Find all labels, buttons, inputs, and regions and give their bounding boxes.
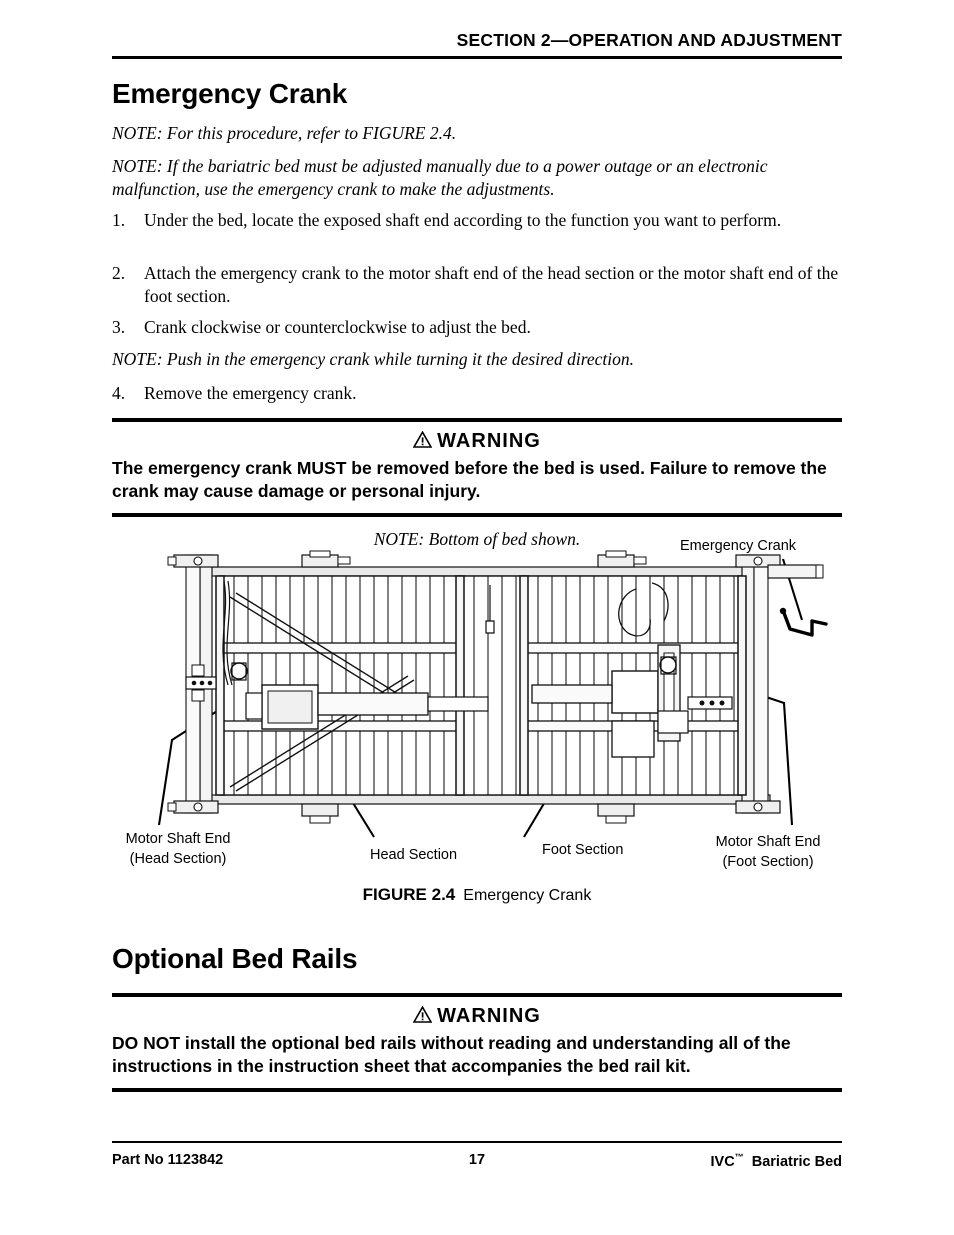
warning-text: The emergency crank MUST be removed before the bed is used. Failure to remove the crank may cause damage or personal injury.: [112, 458, 827, 501]
figure-caption: [112, 885, 842, 905]
bed-frame: [168, 551, 823, 823]
step-2-text: Attach the emergency crank to the motor shaft end of the head section or the motor shaft end of the foot section.: [144, 263, 839, 306]
trademark-icon: ™: [734, 1152, 744, 1162]
step-4-number: 4.: [112, 383, 126, 403]
warning-text-2: DO NOT install the optional bed rails without reading and understanding all of the instructions in the instruction sheet that accompanies the bed rail kit.: [112, 1033, 791, 1076]
emergency-crank-illustration: [784, 613, 826, 635]
note-push-in-crank: NOTE: Push in the emergency crank while turning it the desired direction.: [112, 349, 634, 369]
bottom-brackets: [302, 804, 634, 823]
figure-2-4-drawing: [112, 525, 842, 880]
warning-box-emergency-crank: [112, 418, 842, 517]
heading-emergency-crank: Emergency Crank: [112, 78, 348, 109]
step-2-number: 2.: [112, 263, 126, 283]
heading-optional-bed-rails: Optional Bed Rails: [112, 943, 358, 974]
note-manual-adjustment: NOTE: If the bariatric bed must be adjusted manually due to a power outage or an electronic malfunction, use the emergency crank to make the adjustments.: [112, 156, 768, 199]
step-1-number: 1.: [112, 210, 126, 230]
warning-title-2: WARNING: [437, 1005, 541, 1027]
warning-box-bed-rails: [112, 993, 842, 1092]
footer-product-suffix: Bariatric Bed: [751, 1153, 842, 1170]
running-header: [112, 30, 842, 51]
callout-motor-shaft-foot: [708, 833, 828, 872]
header-title: SECTION 2—OPERATION AND ADJUSTMENT: [456, 30, 842, 50]
footer-product: [711, 1152, 843, 1170]
footer-part-number: Part No 1123842: [112, 1152, 224, 1168]
header-rule: [112, 56, 842, 59]
step-4-text: Remove the emergency crank.: [144, 383, 357, 403]
step-3-text: Crank clockwise or counterclockwise to adjust the bed.: [144, 317, 531, 337]
figure-caption-text: Emergency Crank: [463, 887, 592, 904]
step-3-number: 3.: [112, 317, 126, 337]
warning-heading-2: [112, 997, 842, 1032]
warning-triangle-icon: [413, 1006, 432, 1029]
footer-rule: [112, 1141, 842, 1143]
callout-emergency-crank: Emergency Crank: [680, 538, 797, 554]
callout-foot-section: Foot Section: [542, 842, 624, 858]
callout-motor-shaft-foot-line1: Motor Shaft End: [715, 834, 821, 850]
bed-bottom-view-svg: [112, 525, 842, 880]
footer-product-name: IVC: [710, 1153, 735, 1170]
callout-motor-shaft-foot-line2: (Foot Section): [722, 853, 814, 870]
step-3: [112, 316, 842, 339]
note-refer-to-figure: NOTE: For this procedure, refer to FIGURE 2.4.: [112, 123, 457, 143]
footer-page-number: 17: [468, 1152, 486, 1168]
step-2: [112, 262, 842, 308]
warning-bottom-rule-2: [112, 1088, 842, 1092]
warning-bottom-rule: [112, 513, 842, 517]
callout-motor-shaft-head-line1: Motor Shaft End: [125, 831, 231, 847]
callout-motor-shaft-head: [118, 830, 238, 869]
step-1-text: Under the bed, locate the exposed shaft end according to the function you want to perform.: [144, 210, 782, 230]
step-1: [112, 209, 842, 232]
callout-motor-shaft-head-line2: (Head Section): [129, 850, 227, 867]
warning-title: WARNING: [437, 430, 541, 452]
step-4: [112, 382, 842, 405]
figure-note: NOTE: Bottom of bed shown.: [373, 529, 581, 549]
warning-triangle-icon: [413, 431, 432, 454]
warning-heading: [112, 422, 842, 457]
callout-head-section: Head Section: [370, 847, 458, 863]
crank-handle-knob: [780, 608, 786, 614]
figure-caption-label: FIGURE 2.4: [362, 885, 456, 904]
top-brackets: [302, 551, 646, 567]
